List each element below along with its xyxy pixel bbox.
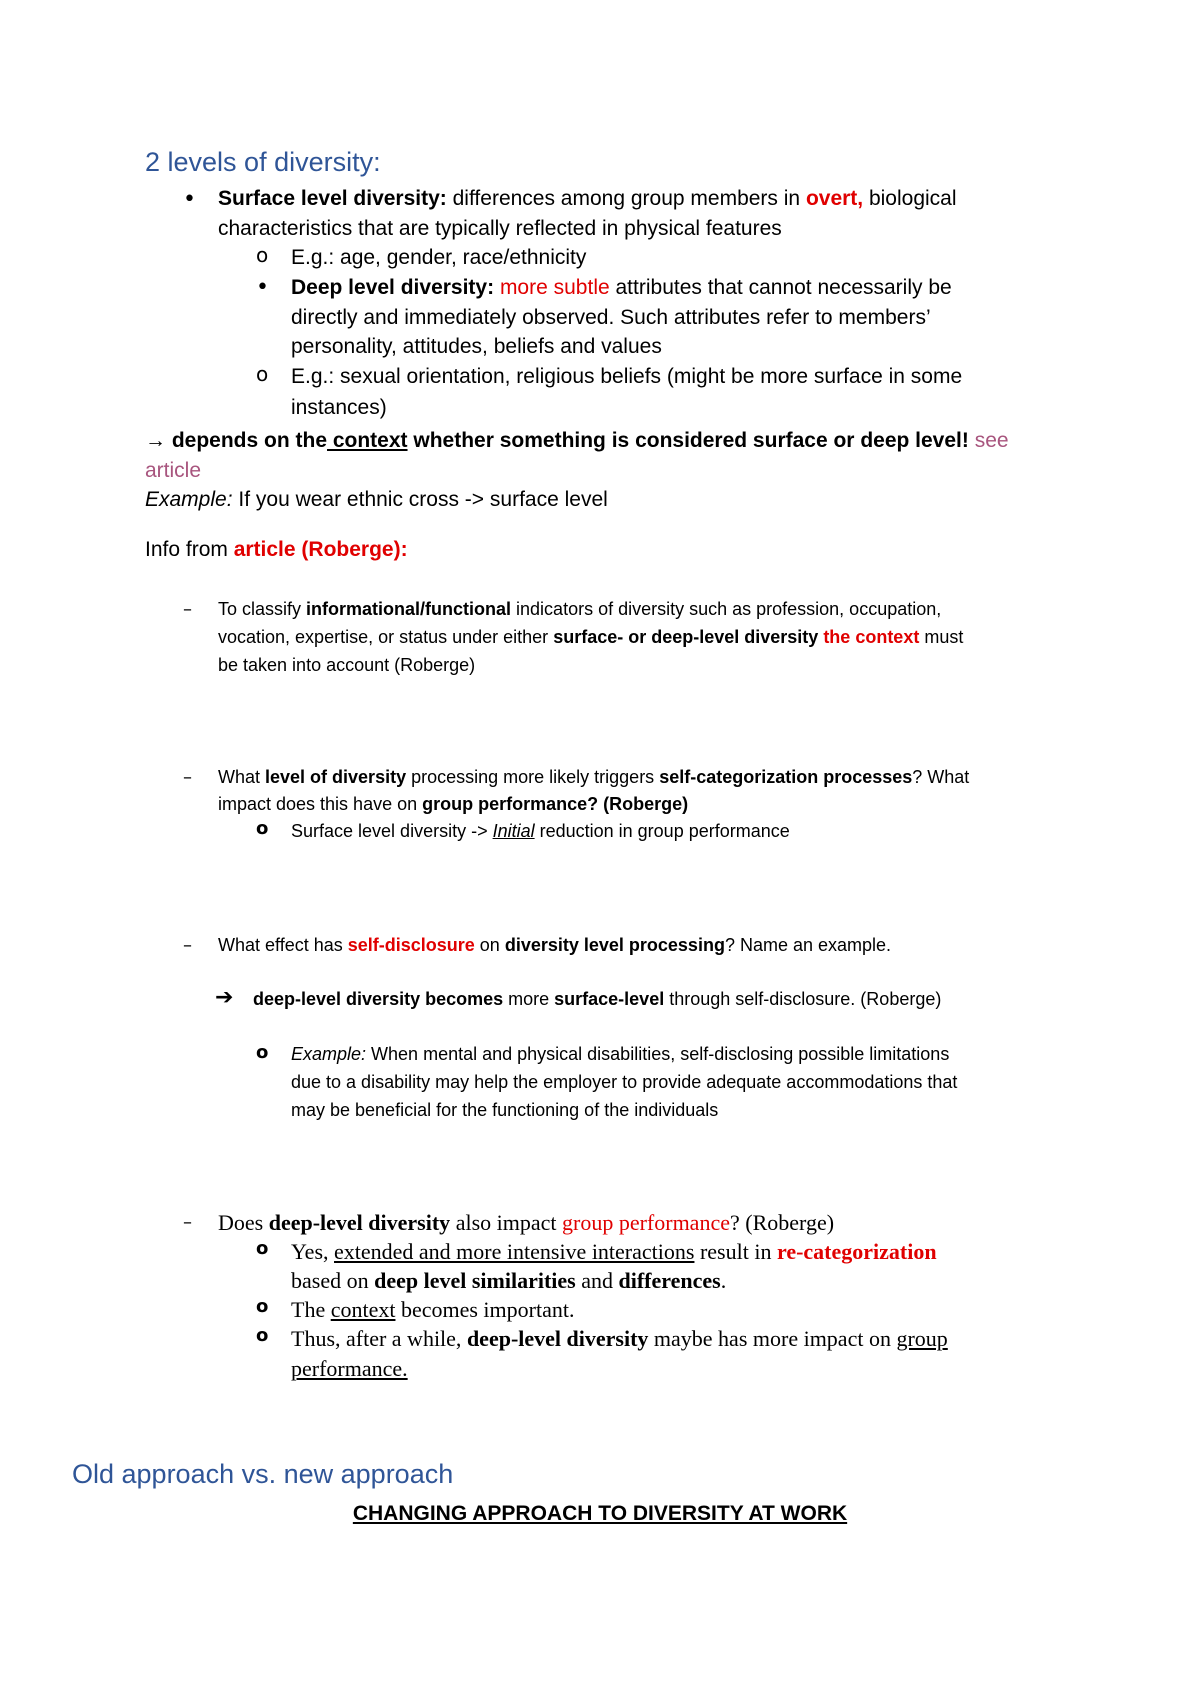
subheading-changing-approach: CHANGING APPROACH TO DIVERSITY AT WORK <box>352 1502 848 1525</box>
q3-example-text: When mental and physical disabilities, self-disclosing possible limitations <box>366 1044 950 1064</box>
q4-text: . <box>720 1268 727 1293</box>
surface-level-term: Surface level diversity: <box>218 187 447 210</box>
q4-text: also impact <box>450 1210 562 1235</box>
initial-underlined: Initial <box>492 821 535 841</box>
q2-bold: group performance? (Roberge) <box>422 794 689 814</box>
interactions-underlined: extended and more intensive interactions <box>334 1239 695 1264</box>
q1-text: indicators of diversity such as profession, occupation, <box>511 599 942 619</box>
surface-level-line-1 <box>218 188 957 209</box>
q2-text: What <box>218 767 266 787</box>
q4-bold: deep-level diversity <box>466 1326 649 1351</box>
article-roberge-highlight: article (Roberge): <box>233 538 408 561</box>
surface-text: biological <box>863 187 957 210</box>
q4-text: and <box>575 1268 619 1293</box>
q1-text: must <box>919 627 964 647</box>
q2-line-1 <box>218 768 969 786</box>
deep-level-term: Deep level diversity: <box>291 276 495 299</box>
q4-text: Thus, after a while, <box>291 1326 467 1351</box>
group-underlined: group <box>896 1326 948 1351</box>
circle-marker: o <box>256 243 269 267</box>
q4-text: Does <box>218 1210 269 1235</box>
q4-thus-line-2: performance. <box>291 1356 408 1381</box>
group-performance-highlight: group performance <box>562 1210 730 1235</box>
q3-bold: surface-level <box>554 989 665 1009</box>
surface-level-line-2: characteristics that are typically reflected in physical features <box>218 217 782 240</box>
see-article-link: article <box>145 459 202 482</box>
q3-text: through self-disclosure. (Roberge) <box>664 989 942 1009</box>
q4-text: Yes, <box>291 1239 335 1264</box>
depends-on-context-line <box>145 430 1009 451</box>
deep-text: attributes that cannot necessarily be <box>609 276 952 299</box>
q3-text: more <box>503 989 555 1009</box>
q2-sub-text: Surface level diversity -> <box>291 821 493 841</box>
heading-levels-of-diversity: 2 levels of diversity: <box>145 147 381 177</box>
q2-text: impact does this have on <box>218 794 423 814</box>
depends-text: depends on the <box>166 429 328 452</box>
arrow-bullet-icon: ➔ <box>215 985 234 1010</box>
q3-example-line-1 <box>291 1045 949 1063</box>
example-label: Example: <box>145 488 233 511</box>
q4-text: maybe has more impact on <box>648 1326 897 1351</box>
q4-text: The <box>291 1297 331 1322</box>
q4-yes-line-2 <box>291 1270 726 1292</box>
q2-bold: self-categorization processes <box>659 767 913 787</box>
deep-level-line-3: personality, attitudes, beliefs and values <box>291 335 662 358</box>
q3-example-line-2: due to a disability may help the employer to provide adequate accommodations that <box>291 1072 958 1092</box>
bold-circle-marker: o <box>256 818 269 839</box>
q3-line-1 <box>218 936 891 954</box>
deep-level-line-2: directly and immediately observed. Such attributes refer to members’ <box>291 306 931 329</box>
heading-old-vs-new-approach: Old approach vs. new approach <box>72 1459 454 1489</box>
q4-text: based on <box>291 1268 375 1293</box>
q4-context-line <box>291 1299 574 1321</box>
dash-marker: – <box>183 1212 192 1233</box>
self-disclosure-highlight: self-disclosure <box>347 935 475 955</box>
deep-example-line-1: E.g.: sexual orientation, religious beliefs (might be more surface in some <box>291 365 963 388</box>
info-from-article-line <box>145 539 408 560</box>
example-label: Example: <box>291 1044 367 1064</box>
dash-marker: – <box>183 935 192 956</box>
q1-text: vocation, expertise, or status under either <box>218 627 554 647</box>
q1-line-2 <box>218 628 963 646</box>
q4-bold: deep level similarities <box>374 1268 576 1293</box>
q4-text: becomes important. <box>395 1297 575 1322</box>
q3-arrow-line <box>253 990 941 1008</box>
q2-line-2 <box>218 795 688 813</box>
q4-thus-line-1 <box>291 1328 948 1350</box>
circle-marker: o <box>256 362 269 386</box>
q4-yes-line-1 <box>291 1241 937 1263</box>
deep-example-line-2: instances) <box>291 396 387 419</box>
q3-text: What effect has <box>218 935 348 955</box>
info-text: Info from <box>145 538 234 561</box>
q2-text: ? What <box>912 767 970 787</box>
bold-circle-marker: o <box>256 1042 269 1063</box>
q1-line-3: be taken into account (Roberge) <box>218 655 476 675</box>
see-article-link: see <box>968 429 1009 452</box>
q3-text: on <box>474 935 505 955</box>
surface-example: E.g.: age, gender, race/ethnicity <box>291 246 587 269</box>
q1-bold: surface- or deep-level diversity <box>553 627 819 647</box>
bold-circle-marker: o <box>256 1238 269 1259</box>
example-line <box>145 489 608 510</box>
q4-line-1 <box>218 1212 834 1234</box>
q4-bold: deep-level diversity <box>268 1210 451 1235</box>
q1-line-1 <box>218 600 941 618</box>
context-underlined: context <box>327 429 408 452</box>
depends-text: whether something is considered surface or deep level! <box>407 429 969 452</box>
q2-text: processing more likely triggers <box>406 767 660 787</box>
q3-text: ? Name an example. <box>724 935 892 955</box>
q4-bold: differences <box>618 1268 721 1293</box>
more-subtle-highlight: more subtle <box>494 276 610 299</box>
bullet-marker: • <box>256 275 269 300</box>
q4-text: result in <box>694 1239 777 1264</box>
dash-marker: – <box>183 767 192 788</box>
q3-example-line-3: may be beneficial for the functioning of the individuals <box>291 1100 719 1120</box>
q2-bold: level of diversity <box>265 767 407 787</box>
bold-circle-marker: o <box>256 1296 269 1317</box>
deep-level-line-1 <box>291 277 952 298</box>
q3-bold: diversity level processing <box>504 935 725 955</box>
bold-circle-marker: o <box>256 1325 269 1346</box>
arrow-icon: → <box>145 429 166 452</box>
dash-marker: – <box>183 599 192 620</box>
overt-highlight: overt, <box>805 187 864 210</box>
q4-text: ? (Roberge) <box>729 1210 835 1235</box>
q1-text: To classify <box>218 599 307 619</box>
re-categorization-highlight: re-categorization <box>776 1239 937 1264</box>
q2-sub-line <box>291 822 790 840</box>
the-context-highlight: the context <box>818 627 920 647</box>
context-underlined: context <box>330 1297 396 1322</box>
q1-bold: informational/functional <box>306 599 512 619</box>
example-text: If you wear ethnic cross -> surface level <box>232 488 608 511</box>
bullet-marker: • <box>183 187 196 212</box>
surface-text: differences among group members in <box>446 187 806 210</box>
q3-bold: deep-level diversity becomes <box>253 989 504 1009</box>
q2-sub-text: reduction in group performance <box>534 821 790 841</box>
